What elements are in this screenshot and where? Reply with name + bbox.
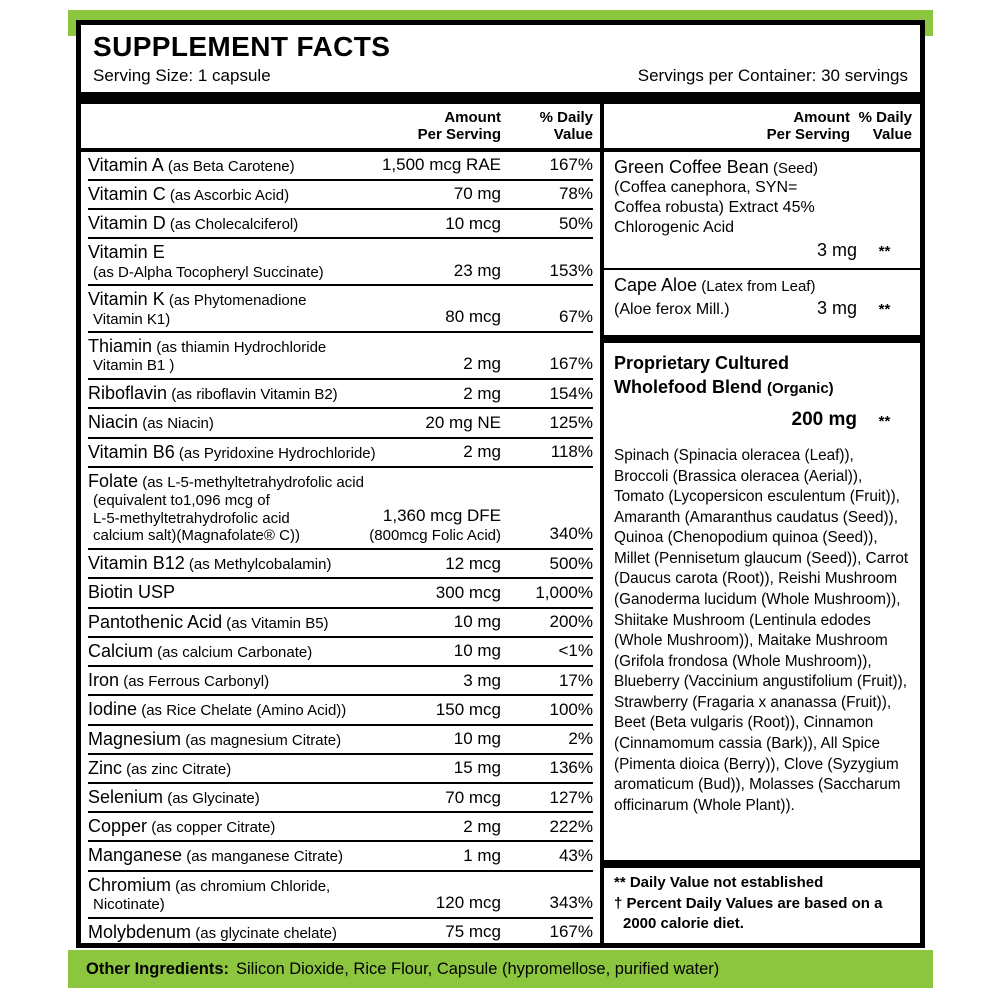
nutrient-name: Copper (as copper Citrate) (88, 816, 276, 837)
percent-daily-value-header: % Daily Value (539, 108, 593, 143)
nutrient-amount: 23 mg (453, 260, 501, 280)
nutrient-daily-value: 200% (549, 612, 593, 632)
nutrient-daily-value: 1,000% (535, 582, 593, 602)
nutrient-daily-value: 17% (558, 670, 593, 690)
amount-per-serving-header: Amount Per Serving (417, 108, 501, 143)
nutrient-row (88, 409, 593, 438)
footnote-daily-value: ** Daily Value not established (614, 873, 824, 891)
blend-amount-row (614, 407, 912, 432)
supplement-facts-panel (76, 20, 925, 948)
nutrient-amount: 10 mg (453, 729, 501, 749)
nutrient-row (88, 468, 593, 550)
nutrient-amount: 120 mcg (435, 892, 501, 912)
nutrient-amount: 300 mcg (435, 582, 501, 602)
nutrient-name: Magnesium (as magnesium Citrate) (88, 728, 342, 749)
nutrient-daily-value: 78% (558, 184, 593, 204)
nutrient-row (88, 638, 593, 667)
nutrient-row (88, 609, 593, 638)
blend-ingredient-list: Spinach (Spinacia oleracea (Leaf)), Broccoli (Brassica oleracea (Aerial)), Tomato (Lycopersicon esculentum (Fruit)), Amaranth (Amaranthus caudatus (Seed)), Quinoa (Chenopodium quinoa (Seed)), Millet (Pennisetum glaucum (Seed)), Carrot (Daucus carota (Root)), Reishi Mushroom (Ganoderma lucidum (Whole Mushroom)), Shiitake Mushroom (Lentinula edodes (Whole Mushroom)), Maitake Mushroom (Grifola frondosa (Whole Mushroom)), Blueberry (Vaccinium angustifolium (Fruit)), Strawberry (Fragaria x ananassa (Fruit)), Beet (Beta vulgaris (Root)), Cinnamon (Cinnamomum cassia (Bark)), All Spice (Pimenta dioica (Berry)), Clove (Syzygium aromaticum (Bud)), Molasses (Saccharum officinarum (Whole Plant)). (614, 447, 909, 814)
nutrient-amount: 1,500 mcg RAE (381, 155, 501, 175)
serving-row (93, 66, 908, 88)
nutrient-daily-value: 118% (550, 442, 593, 462)
nutrient-daily-value: 500% (549, 553, 593, 573)
nutrient-daily-value: 125% (549, 412, 593, 432)
nutrient-row (88, 842, 593, 871)
serving-size-text: Serving Size: 1 capsule (93, 65, 271, 85)
nutrient-amount: 20 mg NE (425, 412, 501, 432)
nutrient-row (88, 286, 593, 333)
nutrient-row (88, 181, 593, 210)
nutrient-row (88, 813, 593, 842)
nutrient-name: Vitamin K (as Phytomenadione Vitamin K1) (88, 289, 307, 328)
nutrient-row (88, 755, 593, 784)
nutrient-daily-value: 343% (549, 892, 593, 912)
nutrient-name: Niacin (as Niacin) (88, 412, 214, 433)
footnotes (604, 868, 920, 943)
nutrient-amount: 1,360 mcg DFE (800mcg Folic Acid) (369, 506, 501, 544)
nutrient-name: Calcium (as calcium Carbonate) (88, 640, 313, 661)
nutrient-row (88, 210, 593, 239)
nutrient-name: Vitamin A (as Beta Carotene) (88, 154, 295, 175)
nutrient-daily-value: 136% (549, 758, 593, 778)
botanicals-column (600, 104, 920, 943)
nutrient-name: Vitamin B6 (as Pyridoxine Hydrochloride) (88, 441, 376, 462)
nutrient-amount: 10 mg (453, 612, 501, 632)
footnote-percent-dv: † Percent Daily Values are based on a 2000 calorie diet. (614, 894, 883, 933)
panel-header (81, 25, 920, 92)
nutrient-amount: 3 mg (463, 670, 501, 690)
botanical-item: Cape Aloe (Latex from Leaf) (Aloe ferox Mill.) 3 mg ** (604, 268, 920, 335)
nutrient-name: Zinc (as zinc Citrate) (88, 757, 232, 778)
percent-daily-value-header: % Daily Value (858, 108, 912, 143)
nutrient-amount: 80 mcg (445, 307, 501, 327)
nutrient-amount: 2 mg (463, 354, 501, 374)
nutrient-name: Pantothenic Acid (as Vitamin B5) (88, 611, 329, 632)
botanical-amount: 3 mg (816, 240, 857, 261)
nutrient-name: Biotin USP (88, 582, 176, 603)
servings-per-container-text: Servings per Container: 30 servings (637, 65, 908, 85)
nutrient-daily-value: 167% (549, 354, 593, 374)
nutrient-daily-value: 154% (549, 383, 593, 403)
nutrient-row (88, 726, 593, 755)
nutrient-name: Thiamin (as thiamin Hydrochloride Vitamin B1 ) (88, 336, 327, 375)
nutrient-name: Chromium (as chromium Chloride, Nicotinate) (88, 874, 331, 913)
nutrient-name: Iron (as Ferrous Carbonyl) (88, 670, 270, 691)
botanical-name: Cape Aloe (Latex from Leaf) (614, 274, 816, 295)
nutrient-amount: 150 mcg (435, 699, 501, 719)
nutrient-daily-value: <1% (558, 641, 593, 661)
nutrient-daily-value: 340% (549, 524, 593, 544)
nutrient-row (88, 550, 593, 579)
nutrient-amount: 2 mg (463, 383, 501, 403)
blend-title: Proprietary Cultured Wholefood Blend (Organic) (614, 352, 834, 397)
blend-organic-label: (Organic) (767, 379, 834, 397)
nutrient-daily-value: 2% (568, 729, 593, 749)
other-ingredients-text: Silicon Dioxide, Rice Flour, Capsule (hypromellose, purified water) (236, 959, 720, 978)
nutrient-daily-value: 222% (549, 816, 593, 836)
nutrient-amount: 2 mg (463, 442, 501, 462)
nutrient-daily-value: 43% (558, 845, 593, 865)
nutrient-daily-value: 67% (558, 307, 593, 327)
blend-daily-value: ** (878, 413, 891, 431)
nutrient-row (88, 579, 593, 608)
panel-title: SUPPLEMENT FACTS (93, 31, 391, 62)
botanical-item: Green Coffee Bean (Seed) (Coffea canephora, SYN= Coffea robusta) Extract 45% Chlorogenic Acid 3 mg ** (604, 152, 920, 268)
nutrient-amount: 1 mg (463, 845, 501, 865)
nutrient-row (88, 872, 593, 919)
nutrient-daily-value: 153% (549, 260, 593, 280)
nutrient-daily-value: 50% (558, 213, 593, 233)
right-column-headers (604, 104, 920, 148)
nutrient-daily-value: 127% (549, 787, 593, 807)
left-column-headers (81, 104, 600, 148)
proprietary-blend-section (604, 343, 920, 434)
nutrient-name: Molybdenum (as glycinate chelate) (88, 921, 337, 942)
nutrient-amount: 70 mcg (445, 787, 501, 807)
nutrient-row (88, 784, 593, 813)
botanical-daily-value: ** (878, 242, 891, 260)
nutrient-name: Riboflavin (as riboflavin Vitamin B2) (88, 383, 338, 404)
botanical-name: Green Coffee Bean (Seed) (614, 156, 818, 177)
footnote-divider-bar (604, 860, 920, 868)
nutrient-row (88, 152, 593, 181)
nutrient-row (88, 439, 593, 468)
nutrient-name: Vitamin D (as Cholecalciferol) (88, 213, 299, 234)
header-divider-bar (81, 92, 920, 104)
nutrient-daily-value: 167% (549, 155, 593, 175)
nutrient-row (88, 333, 593, 380)
amount-per-serving-header: Amount Per Serving (766, 108, 850, 143)
nutrient-amount: 70 mg (453, 184, 501, 204)
nutrient-row (88, 239, 593, 286)
botanical-items (604, 152, 920, 335)
nutrient-row (88, 696, 593, 725)
nutrient-name: Selenium (as Glycinate) (88, 787, 260, 808)
other-ingredients-label: Other Ingredients: (86, 959, 230, 978)
nutrient-name: Manganese (as manganese Citrate) (88, 845, 343, 866)
nutrient-name: Vitamin C (as Ascorbic Acid) (88, 183, 290, 204)
botanical-amount: 3 mg (816, 298, 857, 319)
other-ingredients-band (68, 950, 933, 988)
nutrient-rows (81, 152, 600, 943)
blend-divider-bar (604, 335, 920, 343)
nutrient-name: Vitamin E (as D-Alpha Tocopheryl Succinate) (88, 242, 324, 281)
nutrient-name: Iodine (as Rice Chelate (Amino Acid)) (88, 699, 347, 720)
nutrient-amount: 10 mcg (445, 213, 501, 233)
botanical-daily-value: ** (878, 300, 891, 318)
nutrient-daily-value: 100% (549, 699, 593, 719)
blend-amount: 200 mg (791, 409, 857, 431)
panel-columns (81, 104, 920, 943)
nutrient-daily-value: 167% (549, 922, 593, 942)
nutrient-name: Vitamin B12 (as Methylcobalamin) (88, 553, 332, 574)
nutrient-amount: 15 mg (453, 758, 501, 778)
nutrient-row (88, 667, 593, 696)
nutrient-amount: 10 mg (453, 641, 501, 661)
nutrient-amount: 75 mcg (445, 922, 501, 942)
nutrient-name: Folate (as L-5-methyltetrahydrofolic acid (equivalent to1,096 mcg of L-5-methyltetrahydrofolic acid calcium salt)(Magnafolate® C)) (88, 470, 364, 545)
nutrients-column (81, 104, 600, 943)
nutrient-row (88, 919, 593, 943)
nutrient-amount: 12 mcg (445, 553, 501, 573)
nutrient-amount: 2 mg (463, 816, 501, 836)
nutrient-row (88, 380, 593, 409)
